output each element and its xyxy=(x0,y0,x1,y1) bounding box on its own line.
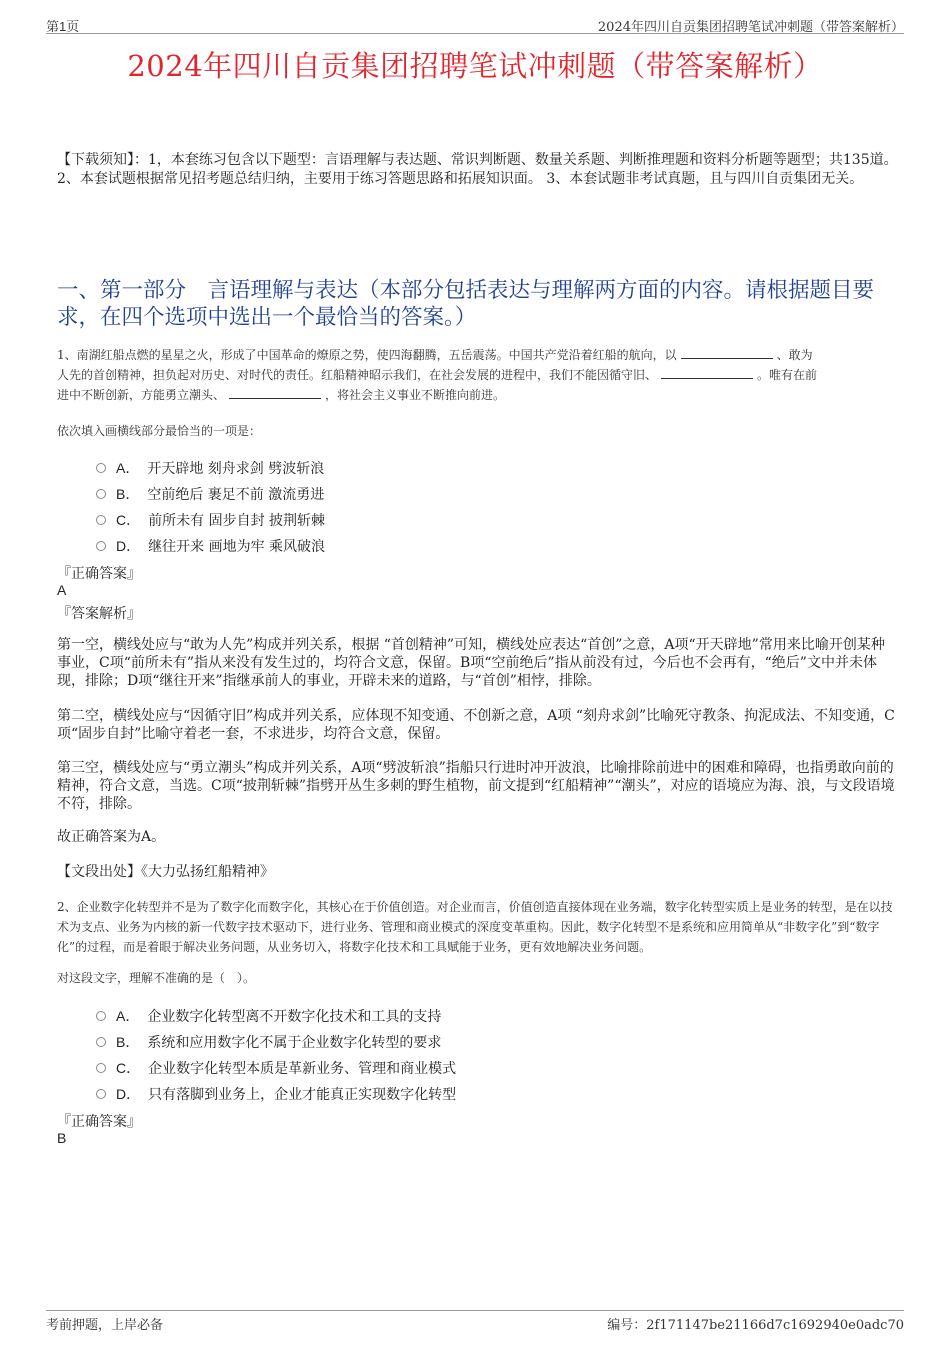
q2-answer: B xyxy=(57,1130,67,1146)
download-notice: 【下载须知】：1，本套练习包含以下题型：言语理解与表达题、常识判断题、数量关系题、判断推理题和资料分析题等题型；共135道。 2、本套试题根据常见招考题总结归纳，主要用于练习答题思路和拓展知识面。 3、本套试题非考试真题，且与四川自贡集团无关。 xyxy=(57,152,898,187)
q2-option-a[interactable]: A． 企业数字化转型离不开数字化技术和工具的支持 xyxy=(96,1006,441,1026)
q1-stem: 1、南湖红船点燃的星星之火，形成了中国革命的燎原之势，使四海翻腾，五岳震荡。中国共产党沿着红船的航向，以 、敢为 人先的首创精神，担负起对历史、对时代的责任。红船精神昭示我们，在社会发展的进程中，我们不能因循守旧、 。唯有在前 进中不断创新，方能勇立潮头、 ，将社会主义事业不断推向前进。 xyxy=(57,348,818,402)
radio-icon[interactable] xyxy=(96,541,106,551)
header-divider xyxy=(46,33,904,34)
page-number: 第1页 xyxy=(46,19,80,34)
page-header xyxy=(46,14,904,34)
q1-answer-label: 『正确答案』 xyxy=(57,566,141,582)
radio-icon[interactable] xyxy=(96,515,106,525)
header-doc-title: 2024年四川自贡集团招聘笔试冲刺题（带答案解析） xyxy=(597,20,904,35)
q2-option-d[interactable]: D． 只有落脚到业务上，企业才能真正实现数字化转型 xyxy=(96,1084,456,1104)
radio-icon[interactable] xyxy=(96,1011,106,1021)
q2-answer-label: 『正确答案』 xyxy=(57,1114,141,1130)
q1-option-c[interactable]: C． 前所未有 固步自封 披荆斩棘 xyxy=(96,510,325,530)
footer-divider xyxy=(46,1310,904,1311)
q2-option-b[interactable]: B． 系统和应用数字化不属于企业数字化转型的要求 xyxy=(96,1032,441,1052)
radio-icon[interactable] xyxy=(96,1063,106,1073)
footer-doc-id: 编号：2f171147be21166d7c1692940e0adc70 xyxy=(607,1318,904,1333)
q1-conclusion: 故正确答案为A。 xyxy=(57,829,166,845)
footer-slogan: 考前押题，上岸必备 xyxy=(46,1318,164,1333)
q1-analysis-para: 第三空，横线处应与“勇立潮头”构成并列关系，A项“劈波斩浪”指船只行进时冲开波浪，比喻排除前进中的困难和障碍，也指勇敢向前的精神，符合文意，当选。C项“披荆斩棘”指劈开丛生多刺的野生植物，前文提到“红船精神”“潮头”，对应的语境应为海、浪，与文段语境不符，排除。 xyxy=(57,760,895,812)
q1-option-a[interactable]: A． 开天辟地 刻舟求剑 劈波斩浪 xyxy=(96,458,324,478)
radio-icon[interactable] xyxy=(96,1037,106,1047)
q1-analysis-para: 第二空，横线处应与“因循守旧”构成并列关系，应体现不知变通、不创新之意，A项 “刻舟求剑”比喻死守教条、拘泥成法、不知变通，C项“固步自封”比喻守着老一套，不求进步，均符合文意，保留。 xyxy=(57,708,895,742)
q2-stem: 2、企业数字化转型并不是为了数字化而数字化，其核心在于价值创造。对企业而言，价值创造直接体现在业务端，数字化转型实质上是业务的转型，是在以技术为支点、业务为内核的新一代数字技术驱动下，进行业务、管理和商业模式的深度变革重构。因此，数字化转型不是系统和应用简单从“非数字化”到“数字化”的过程，而是着眼于解决业务问题，从业务切入，将数字化技术和工具赋能于业务，更有效地解决业务问题。 xyxy=(57,900,893,954)
blank-3 xyxy=(229,386,321,399)
radio-icon[interactable] xyxy=(96,463,106,473)
q1-analysis-para: 第一空，横线处应与“敢为人先”构成并列关系，根据 “首创精神”可知，横线处应表达“首创”之意，A项“开天辟地”常用来比喻开创某种事业，C项“前所未有”指从来没有发生过的，均符合文意，保留。B项“空前绝后”指从前没有过，今后也不会再有，“绝后”文中并未体现，排除；D项“继往开来”指继承前人的事业，开辟未来的道路，与“首创”相悖，排除。 xyxy=(57,637,885,689)
radio-icon[interactable] xyxy=(96,489,106,499)
q1-option-b[interactable]: B． 空前绝后 裹足不前 激流勇进 xyxy=(96,484,324,504)
q1-analysis-label: 『答案解析』 xyxy=(57,606,141,622)
page-title: 2024年四川自贡集团招聘笔试冲刺题（带答案解析） xyxy=(127,49,823,83)
q1-answer: A xyxy=(57,582,67,598)
q1-prompt: 依次填入画横线部分最恰当的一项是： xyxy=(57,424,262,438)
q2-option-c[interactable]: C． 企业数字化转型本质是革新业务、管理和商业模式 xyxy=(96,1058,456,1078)
section-heading: 一、第一部分 言语理解与表达（本部分包括表达与理解两方面的内容。请根据题目要求，在四个选项中选出一个最恰当的答案。） xyxy=(57,278,875,330)
radio-icon[interactable] xyxy=(96,1089,106,1099)
q1-option-d[interactable]: D． 继往开来 画地为牢 乘风破浪 xyxy=(96,536,325,556)
blank-1 xyxy=(681,346,773,359)
blank-2 xyxy=(661,366,753,379)
q2-prompt: 对这段文字，理解不准确的是（ ）。 xyxy=(57,971,256,985)
q1-source: 【文段出处】《大力弘扬红船精神》 xyxy=(57,864,274,880)
